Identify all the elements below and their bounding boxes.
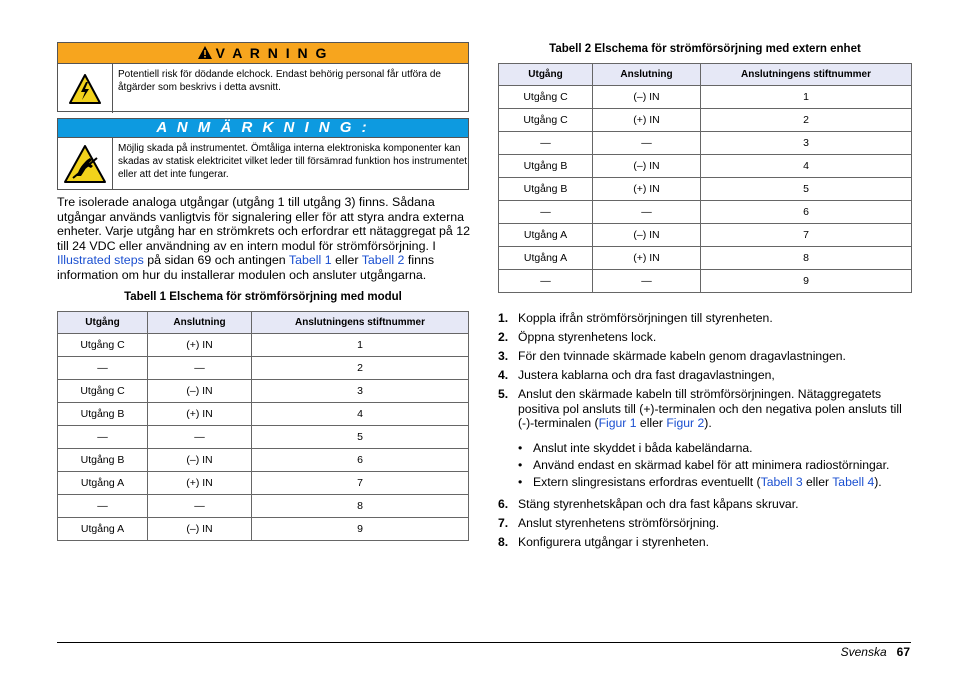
note-title: A N M Ä R K N I N G : (58, 119, 468, 138)
warning-triangle-icon (198, 46, 212, 59)
table-cell: Utgång C (499, 109, 593, 132)
step-text-part: ). (704, 416, 712, 430)
bullet-text: eller (802, 474, 833, 489)
table-cell: 4 (252, 403, 469, 426)
warning-title: V A R N I N G (215, 45, 329, 61)
bullet-item (518, 441, 918, 456)
note-text: Möjlig skada på instrumentet. Ömtåliga interna elektroniska komponenter kan skadas av statisk elektricitet vilket leder till försämrad funktion hos instrumentet eller att det inte fungerar. (118, 143, 468, 180)
tabell-2-link[interactable]: Tabell 2 (361, 253, 405, 268)
step-number: 3. (498, 349, 509, 363)
intro-text: finns information om hur du installerar modulen och ansluter utgångarna. (57, 253, 435, 282)
footer (841, 645, 910, 659)
table-cell: 1 (252, 334, 469, 357)
step-number: 4. (498, 368, 509, 382)
tabell-1-link[interactable]: Tabell 1 (288, 253, 332, 268)
page-number: 67 (896, 645, 910, 659)
table-cell: — (593, 201, 701, 224)
step-text: Koppla ifrån strömförsörjningen till styrenheten. (518, 311, 773, 325)
table-row (499, 201, 912, 224)
footer-language: Svenska (840, 645, 887, 659)
list-item (498, 516, 918, 531)
table1-caption: Tabell 1 Elschema för strömförsörjning med modul (124, 291, 402, 303)
table-cell: (–) IN (593, 224, 701, 247)
table-row (499, 178, 912, 201)
table-row (499, 224, 912, 247)
table-cell: 3 (701, 132, 912, 155)
step-text: För den tvinnade skärmade kabeln genom dragavlastningen. (518, 349, 846, 363)
step-number: 2. (498, 330, 509, 344)
step-number: 5. (498, 387, 509, 401)
table-cell: Utgång A (58, 518, 148, 541)
table-cell: — (593, 132, 701, 155)
step-text: Justera kablarna och dra fast dragavlastningen, (518, 368, 775, 382)
table-cell: 7 (701, 224, 912, 247)
illustrated-steps-link[interactable]: Illustrated steps (57, 253, 144, 268)
table-cell: — (499, 201, 593, 224)
table-row (58, 357, 469, 380)
table-cell: — (148, 357, 252, 380)
table-cell: Utgång C (499, 86, 593, 109)
table-cell: — (593, 270, 701, 293)
table-row (58, 449, 469, 472)
table-cell: 6 (701, 201, 912, 224)
step-number: 6. (498, 496, 509, 511)
table-cell: 3 (252, 380, 469, 403)
table-cell: Utgång C (58, 334, 148, 357)
table-cell: Utgång A (499, 224, 593, 247)
table-row (58, 380, 469, 403)
figur-1-link[interactable]: Figur 1 (598, 416, 637, 430)
table-cell: (+) IN (148, 403, 252, 426)
note-box (57, 118, 469, 190)
table-row (499, 132, 912, 155)
table-cell: 1 (701, 86, 912, 109)
table-row (58, 426, 469, 449)
table-cell: (–) IN (148, 449, 252, 472)
table-cell: (+) IN (593, 109, 701, 132)
table-row (499, 247, 912, 270)
list-item (498, 387, 918, 492)
step-text (518, 387, 918, 431)
table-cell: 8 (701, 247, 912, 270)
table-cell: — (499, 270, 593, 293)
intro-text: eller (331, 253, 362, 268)
column-header: Utgång (499, 64, 593, 86)
tabell-3-link[interactable]: Tabell 3 (760, 474, 803, 489)
table-row (58, 495, 469, 518)
table-cell: 5 (701, 178, 912, 201)
table-cell: — (58, 357, 148, 380)
bullet-text: ). (874, 474, 882, 489)
table-cell: (–) IN (148, 380, 252, 403)
table-cell: 4 (701, 155, 912, 178)
table-cell: Utgång B (499, 178, 593, 201)
list-item (498, 349, 918, 364)
figur-2-link[interactable]: Figur 2 (666, 416, 705, 430)
bullet-item (518, 475, 918, 490)
bullet-text: Använd endast en skärmad kabel för att minimera radiostörningar. (533, 457, 890, 472)
table-row (58, 334, 469, 357)
intro-text: på sidan 69 och antingen (143, 253, 289, 268)
intro-text: Tre isolerade analoga utgångar (utgång 1 till utgång 3) finns. Sådana utgångar används vanligtvis för signalering eller för att styra andra externa enheter. Varje utgång har en strömkrets och erfordrar ett nätaggregat på 12 till 24 VDC eller användning av en intern modul för strömförsörjning. I (57, 195, 471, 253)
table-cell: (–) IN (593, 86, 701, 109)
table-row (499, 155, 912, 178)
table2 (498, 63, 912, 293)
column-header: Anslutningens stiftnummer (252, 312, 469, 334)
electric-shock-warning-icon (69, 74, 101, 104)
table-cell: 2 (252, 357, 469, 380)
table-cell: 5 (252, 426, 469, 449)
list-item (498, 368, 918, 383)
table-row (499, 109, 912, 132)
table-cell: (+) IN (593, 247, 701, 270)
table-header-row (58, 312, 469, 334)
step-text: Öppna styrenhetens lock. (518, 330, 657, 344)
table-cell: — (58, 426, 148, 449)
table1 (57, 311, 469, 541)
step-text-part: eller (636, 416, 667, 430)
table-row (58, 403, 469, 426)
table-cell: 9 (701, 270, 912, 293)
list-item (498, 535, 918, 550)
bullet-icon: • (518, 440, 523, 455)
step-text: Konfigurera utgångar i styrenheten. (518, 534, 710, 549)
table-row (499, 86, 912, 109)
step-text-part: Anslut den skärmade kabeln till strömförsörjningen. Nätaggregatets positiva pol ansluts till (+)-terminalen och den negativa polen ansluts till (-)-terminalen ( (518, 387, 902, 430)
list-item (498, 497, 918, 512)
step-number: 8. (498, 534, 509, 549)
intro-paragraph (57, 195, 471, 283)
table-row (58, 472, 469, 495)
bullet-icon: • (518, 474, 523, 489)
table-cell: Utgång B (499, 155, 593, 178)
list-item (498, 330, 918, 345)
installation-steps (498, 311, 918, 554)
table-cell: (–) IN (148, 518, 252, 541)
table-row (499, 270, 912, 293)
esd-warning-icon (63, 144, 107, 184)
column-header: Anslutningens stiftnummer (701, 64, 912, 86)
step-text: Anslut styrenhetens strömförsörjning. (518, 515, 720, 530)
list-item (498, 311, 918, 326)
warning-text: Potentiell risk för dödande elchock. Endast behörig personal får utföra de åtgärder som beskrivs i detta avsnitt. (118, 69, 441, 93)
table-cell: — (148, 426, 252, 449)
table-cell: — (499, 132, 593, 155)
column-header: Anslutning (148, 312, 252, 334)
table-cell: 2 (701, 109, 912, 132)
table-cell: 9 (252, 518, 469, 541)
table-cell: — (58, 495, 148, 518)
bullet-text: Extern slingresistans erfordras eventuellt ( (533, 474, 761, 489)
table-cell: Utgång C (58, 380, 148, 403)
step-text: Stäng styrenhetskåpan och dra fast kåpans skruvar. (518, 496, 799, 511)
step-number: 7. (498, 515, 509, 530)
table-cell: 6 (252, 449, 469, 472)
table-cell: 8 (252, 495, 469, 518)
column-header: Anslutning (593, 64, 701, 86)
bullet-text: Anslut inte skyddet i båda kabeländarna. (533, 440, 753, 455)
warning-header (58, 43, 468, 64)
warning-box (57, 42, 469, 112)
table-cell: Utgång B (58, 449, 148, 472)
bullet-item (518, 458, 918, 473)
table-cell: Utgång B (58, 403, 148, 426)
tabell-4-link[interactable]: Tabell 4 (832, 474, 875, 489)
table-cell: 7 (252, 472, 469, 495)
step-number: 1. (498, 311, 509, 325)
footer-divider (57, 642, 911, 643)
table-cell: (+) IN (148, 334, 252, 357)
bullet-icon: • (518, 457, 523, 472)
table-cell: (–) IN (593, 155, 701, 178)
table2-caption: Tabell 2 Elschema för strömförsörjning med extern enhet (549, 43, 861, 55)
table-cell: Utgång A (58, 472, 148, 495)
table-row (58, 518, 469, 541)
table-cell: Utgång A (499, 247, 593, 270)
table-cell: — (148, 495, 252, 518)
table-cell: (+) IN (593, 178, 701, 201)
bullet-list (518, 441, 918, 490)
table-cell: (+) IN (148, 472, 252, 495)
column-header: Utgång (58, 312, 148, 334)
table-header-row (499, 64, 912, 86)
